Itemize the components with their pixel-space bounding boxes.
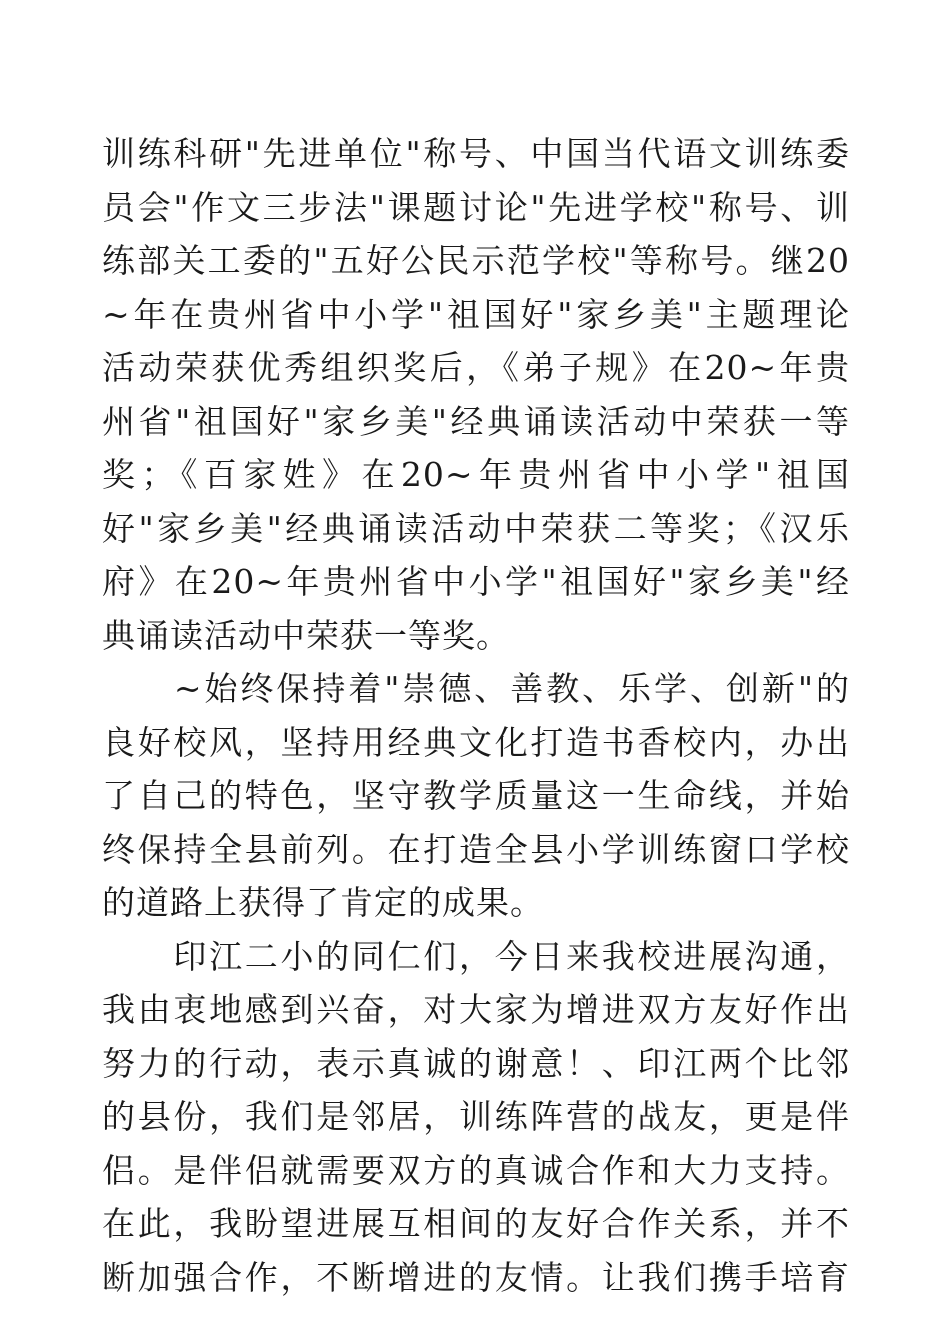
text-line: 在此，我盼望进展互相间的友好合作关系，并不 bbox=[102, 1204, 850, 1243]
text-line: 府》在20~年贵州省中小学"祖国好"家乡美"经 bbox=[102, 562, 850, 601]
text-line: 训练科研"先进单位"称号、中国当代语文训练委 bbox=[102, 134, 850, 173]
text-line: 良好校风，坚持用经典文化打造书香校内，办出 bbox=[102, 722, 850, 762]
text-line: 了自己的特色，坚守教学质量这一生命线，并始 bbox=[102, 776, 850, 815]
text-line: 练部关工委的"五好公民示范学校"等称号。继20 bbox=[102, 241, 850, 280]
text-line: 的县份，我们是邻居，训练阵营的战友，更是伴 bbox=[102, 1097, 850, 1136]
text-line: 印江二小的同仁们，今日来我校进展沟通， bbox=[102, 936, 850, 976]
text-line: 侣。是伴侣就需要双方的真诚合作和大力支持。 bbox=[102, 1150, 850, 1190]
text-line: 州省"祖国好"家乡美"经典诵读活动中荣获一等 bbox=[102, 401, 850, 441]
text-line: 我由衷地感到兴奋，对大家为增进双方友好作出 bbox=[102, 990, 850, 1029]
text-line: 的道路上获得了肯定的成果。 bbox=[102, 883, 544, 922]
text-line: 终保持全县前列。在打造全县小学训练窗口学校 bbox=[102, 829, 850, 869]
text-line: 努力的行动，表示真诚的谢意！、印江两个比邻 bbox=[102, 1043, 850, 1083]
text-line: 奖；《百家姓》在20~年贵州省中小学"祖国 bbox=[102, 455, 850, 494]
text-line: 员会"作文三步法"课题讨论"先进学校"称号、训 bbox=[102, 187, 850, 227]
text-line: ~年在贵州省中小学"祖国好"家乡美"主题理论 bbox=[102, 294, 850, 334]
text-line: 活动荣获优秀组织奖后，《弟子规》在20~年贵 bbox=[102, 348, 850, 387]
text-line: 断加强合作，不断增进的友情。让我们携手培育 bbox=[102, 1257, 850, 1297]
text-line: 好"家乡美"经典诵读活动中荣获二等奖；《汉乐 bbox=[102, 508, 850, 548]
body-text bbox=[102, 127, 850, 1304]
text-line: 典诵读活动中荣获一等奖。 bbox=[102, 615, 510, 655]
text-line: ~始终保持着"崇德、善教、乐学、创新"的 bbox=[102, 669, 850, 708]
